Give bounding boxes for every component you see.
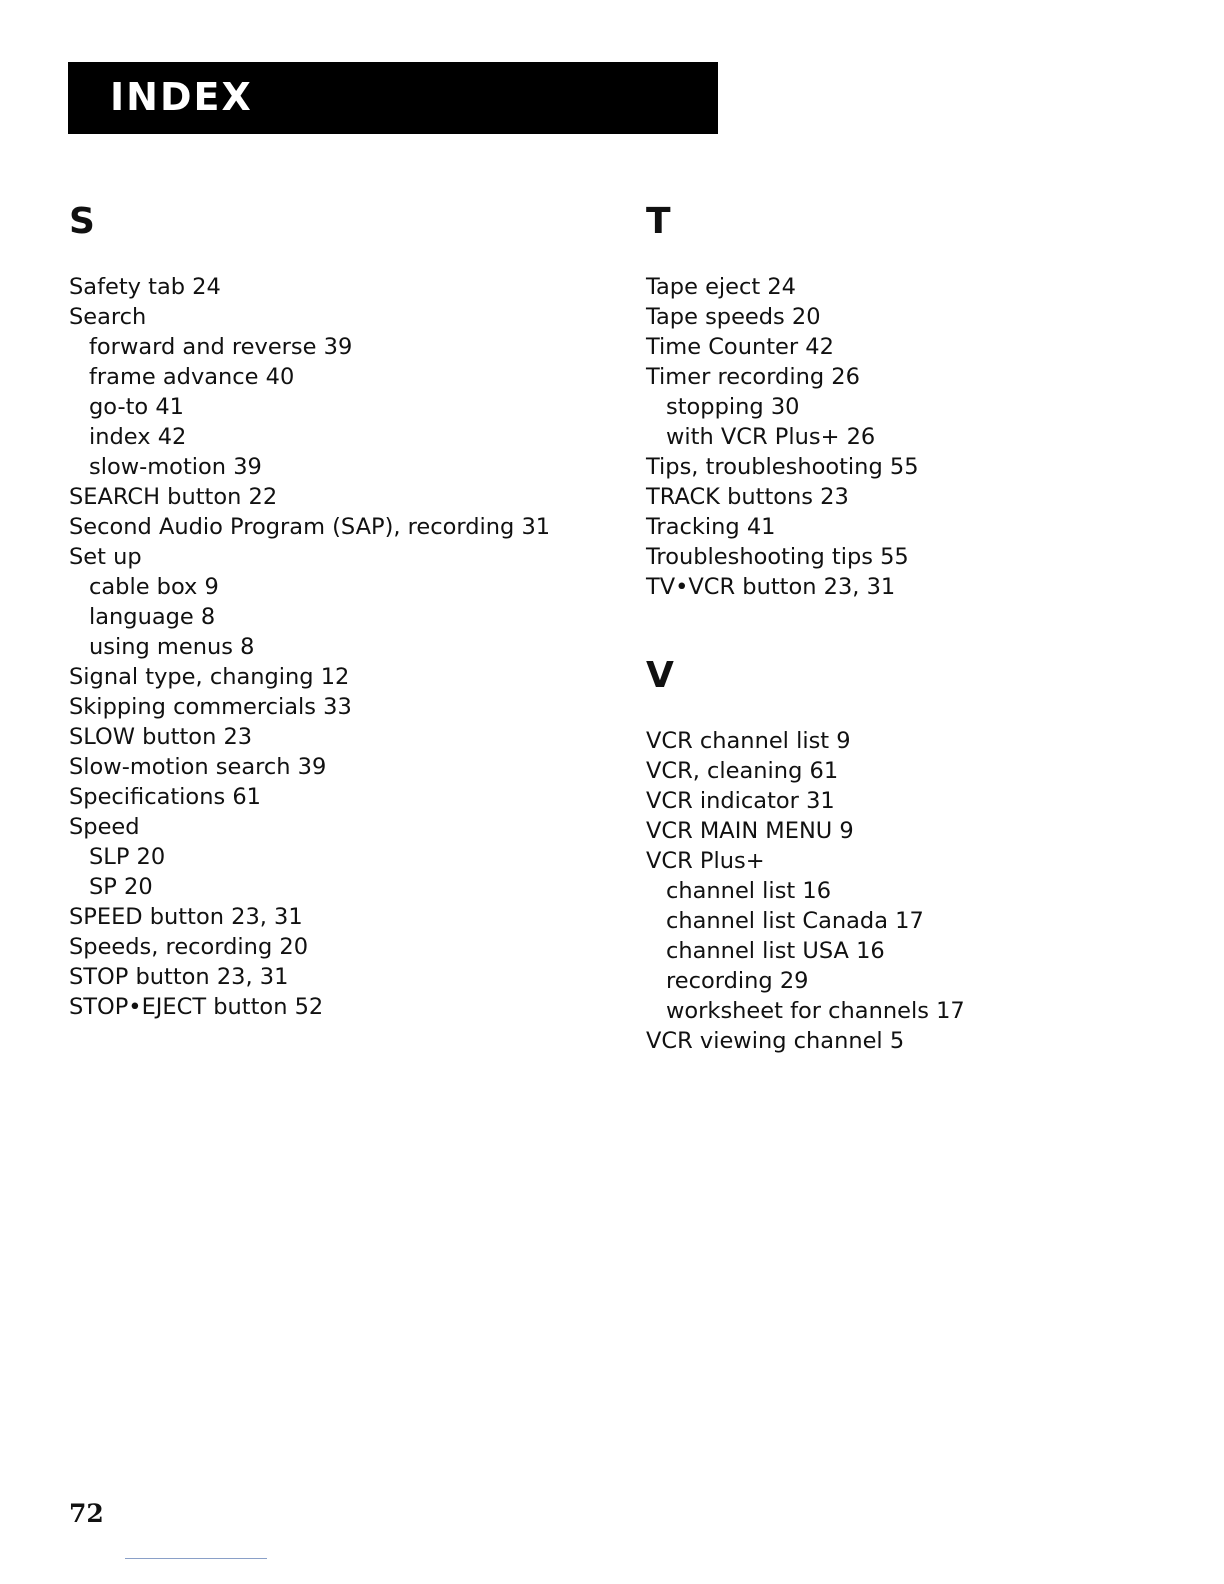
index-entry: Troubleshooting tips 55 [646, 544, 909, 570]
index-entry: Time Counter 42 [646, 334, 834, 360]
index-entry: Search [69, 304, 147, 330]
section-letter-s: S [69, 201, 95, 242]
index-entry: Tracking 41 [646, 514, 776, 540]
index-entry: TV•VCR button 23, 31 [646, 574, 896, 600]
index-subentry: recording 29 [666, 968, 809, 994]
section-letter-v: V [646, 655, 674, 696]
index-subentry: channel list USA 16 [666, 938, 885, 964]
index-entry: Set up [69, 544, 142, 570]
index-entry: VCR channel list 9 [646, 728, 851, 754]
index-entry: Signal type, changing 12 [69, 664, 350, 690]
index-subentry: language 8 [89, 604, 216, 630]
index-entry: VCR Plus+ [646, 848, 765, 874]
index-entry: VCR MAIN MENU 9 [646, 818, 854, 844]
index-entry: SEARCH button 22 [69, 484, 278, 510]
left-index-column [69, 200, 609, 1022]
index-subentry: channel list Canada 17 [666, 908, 924, 934]
index-subentry: stopping 30 [666, 394, 800, 420]
index-subentry: worksheet for channels 17 [666, 998, 965, 1024]
index-header-banner [68, 62, 718, 134]
index-entry: SLOW button 23 [69, 724, 253, 750]
index-subentry: forward and reverse 39 [89, 334, 353, 360]
index-subentry: index 42 [89, 424, 187, 450]
index-entry: Second Audio Program (SAP), recording 31 [69, 514, 551, 540]
index-entry: STOP button 23, 31 [69, 964, 289, 990]
page-title: INDEX [110, 75, 253, 119]
index-entry: Tape eject 24 [646, 274, 796, 300]
right-index-column [646, 200, 1186, 1056]
index-entry: VCR viewing channel 5 [646, 1028, 905, 1054]
index-subentry: cable box 9 [89, 574, 219, 600]
index-entry: TRACK buttons 23 [646, 484, 849, 510]
index-entry: Skipping commercials 33 [69, 694, 352, 720]
index-subentry: slow-motion 39 [89, 454, 262, 480]
index-list-t [646, 272, 1186, 602]
index-entry: Speeds, recording 20 [69, 934, 309, 960]
section-letter-t: T [646, 201, 671, 242]
index-subentry: channel list 16 [666, 878, 832, 904]
index-entry: VCR indicator 31 [646, 788, 835, 814]
index-subentry: go-to 41 [89, 394, 184, 420]
index-list-v [646, 726, 1186, 1056]
index-entry: Specifications 61 [69, 784, 261, 810]
index-entry: Tape speeds 20 [646, 304, 821, 330]
index-subentry: frame advance 40 [89, 364, 295, 390]
page-number: 72 [69, 1499, 104, 1528]
bottom-rule [125, 1558, 267, 1559]
index-entry: SPEED button 23, 31 [69, 904, 303, 930]
index-entry: Timer recording 26 [646, 364, 860, 390]
index-entry: Slow-motion search 39 [69, 754, 327, 780]
index-entry: VCR, cleaning 61 [646, 758, 839, 784]
index-entry: Safety tab 24 [69, 274, 221, 300]
index-subentry: using menus 8 [89, 634, 255, 660]
index-entry: STOP•EJECT button 52 [69, 994, 324, 1020]
index-subentry: SLP 20 [89, 844, 166, 870]
index-entry: Tips, troubleshooting 55 [646, 454, 919, 480]
index-entry: Speed [69, 814, 140, 840]
index-subentry: with VCR Plus+ 26 [666, 424, 876, 450]
index-list-s [69, 272, 609, 1022]
index-subentry: SP 20 [89, 874, 153, 900]
